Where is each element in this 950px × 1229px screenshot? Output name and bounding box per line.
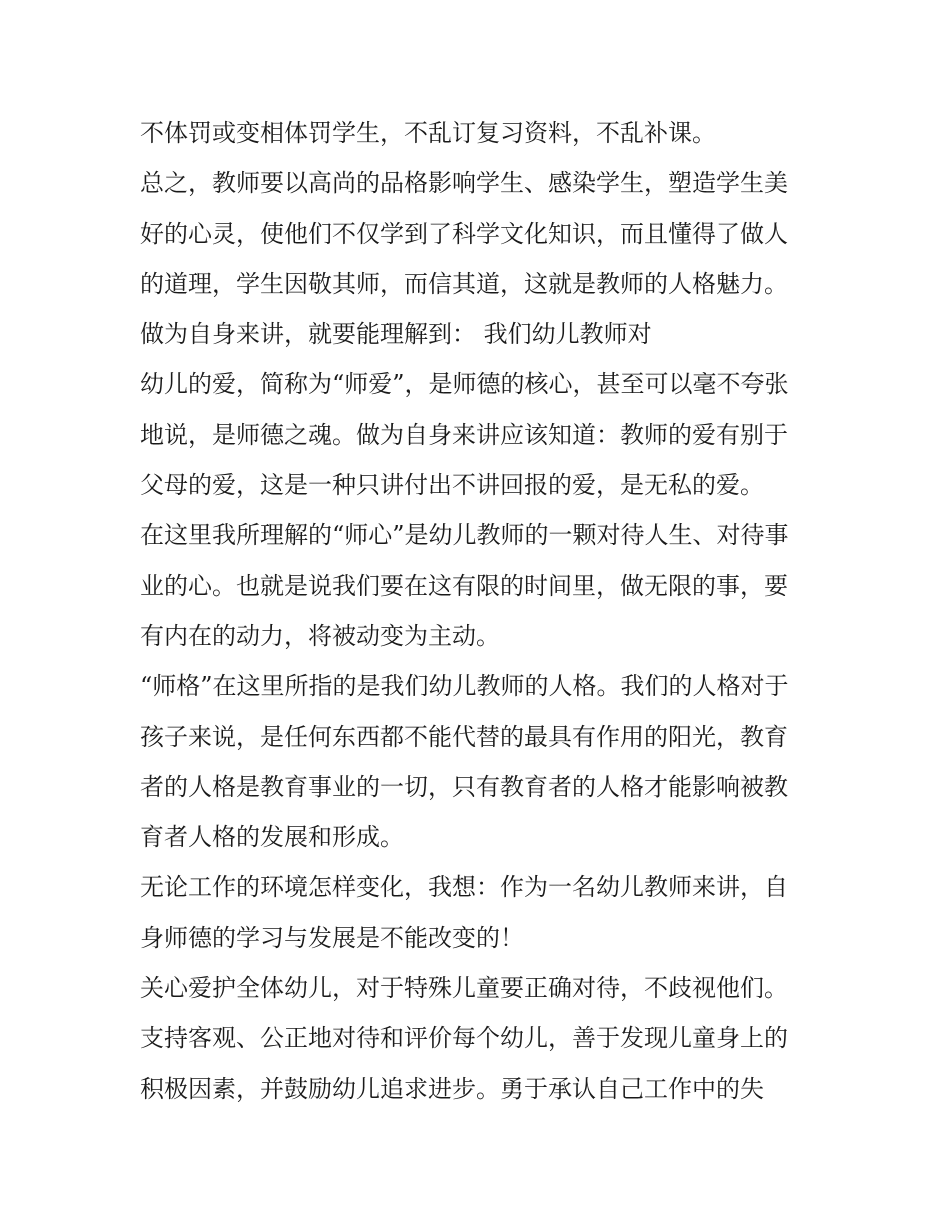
text-line: 业的心。也就是说我们要在这有限的时间里，做无限的事，要 xyxy=(140,571,788,600)
text-line: 好的心灵，使他们不仅学到了科学文化知识，而且懂得了做人 xyxy=(140,219,788,248)
text-line: 在这里我所理解的“师心”是幼儿教师的一颗对待人生、对待事 xyxy=(140,521,789,550)
text-line: 者的人格是教育事业的一切，只有教育者的人格才能影响被教 xyxy=(140,772,788,801)
text-line: 无论工作的环境怎样变化，我想：作为一名幼儿教师来讲，自 xyxy=(140,873,788,902)
text-line: 关心爱护全体幼儿，对于特殊儿童要正确对待，不歧视他们。 xyxy=(140,974,788,1003)
text-line: 的道理，学生因敬其师，而信其道，这就是教师的人格魅力。 xyxy=(140,269,788,298)
text-line: 身师德的学习与发展是不能改变的！ xyxy=(140,923,524,952)
text-line: 支持客观、公正地对待和评价每个幼儿，善于发现儿童身上的 xyxy=(140,1024,788,1053)
text-line: 积极因素，并鼓励幼儿追求进步。勇于承认自己工作中的失 xyxy=(140,1074,764,1103)
text-line: 幼儿的爱，简称为“师爱”，是师德的核心，甚至可以毫不夸张 xyxy=(140,370,789,399)
text-line: 地说，是师德之魂。做为自身来讲应该知道：教师的爱有别于 xyxy=(140,420,788,449)
text-line: 总之，教师要以高尚的品格影响学生、感染学生，塑造学生美 xyxy=(140,169,788,198)
text-line: 育者人格的发展和形成。 xyxy=(140,823,404,852)
body-text xyxy=(140,108,820,1114)
text-line: 父母的爱，这是一种只讲付出不讲回报的爱，是无私的爱。 xyxy=(140,471,764,500)
text-line: 做为自身来讲，就要能理解到： 我们幼儿教师对 xyxy=(140,320,652,349)
text-line: 不体罚或变相体罚学生，不乱订复习资料，不乱补课。 xyxy=(140,119,716,147)
text-line: 有内在的动力，将被动变为主动。 xyxy=(140,621,500,650)
text-line: 孩子来说，是任何东西都不能代替的最具有作用的阳光，教育 xyxy=(140,722,788,751)
text-line: “师格”在这里所指的是我们幼儿教师的人格。我们的人格对于 xyxy=(140,672,789,701)
